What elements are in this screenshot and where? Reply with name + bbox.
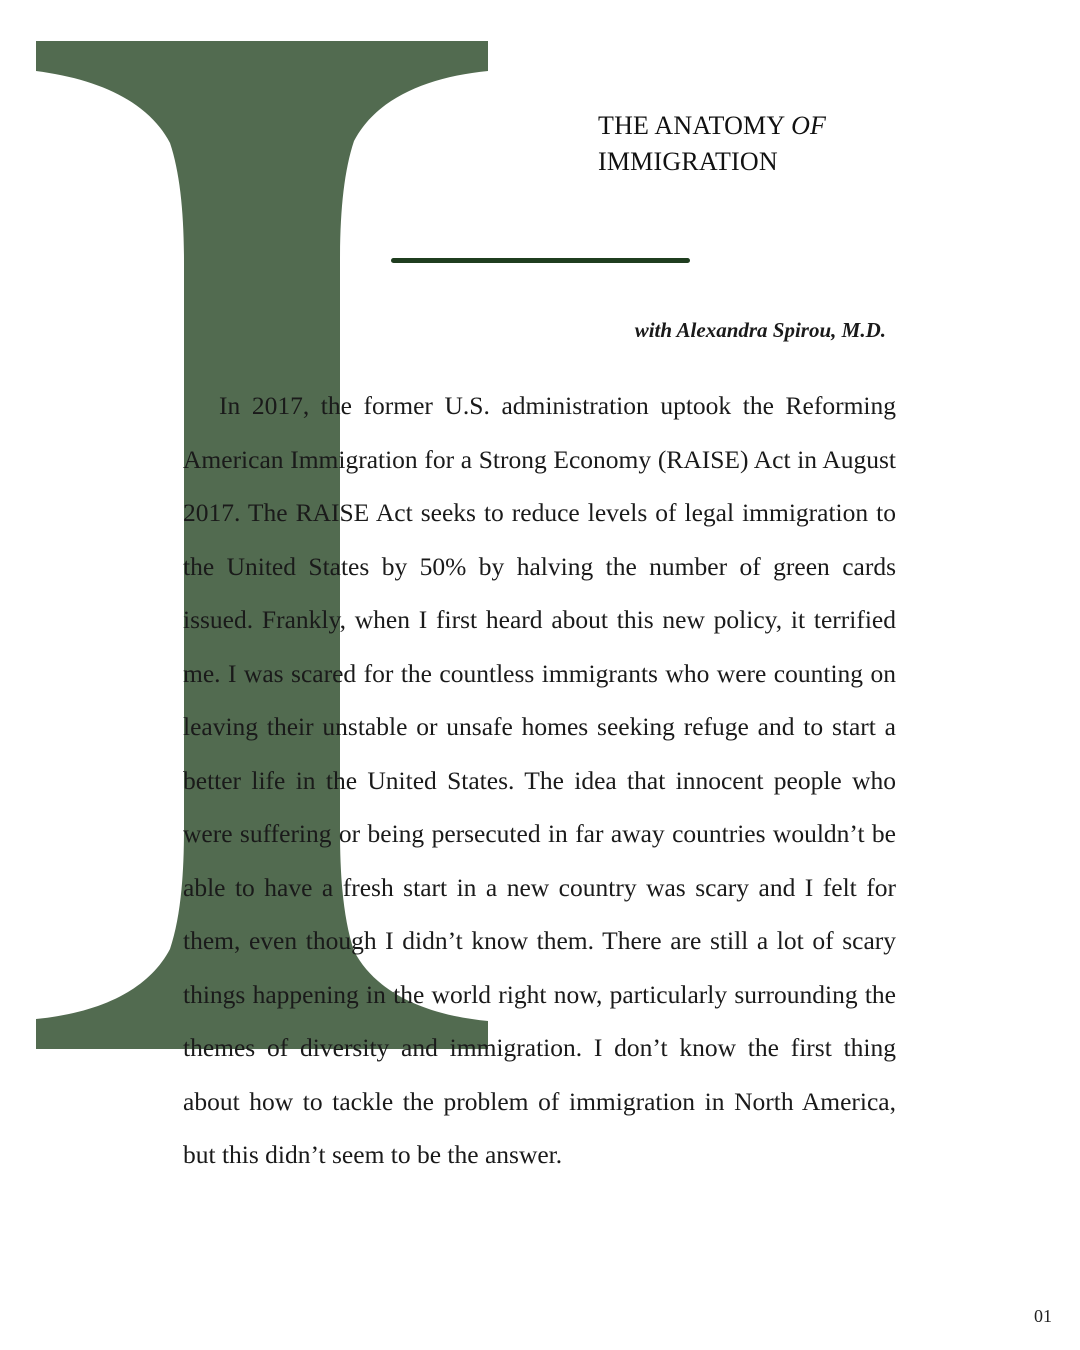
title-italic-word: OF: [791, 111, 827, 140]
article-body-paragraph: In 2017, the former U.S. administration uptook the Reforming American Immigration for a Strong Economy (RAISE) Act in August 2017. The RAISE Act seeks to reduce levels of legal immigration to the United States by 50% by halving the number of green cards issued. Frankly, when I first heard about this new policy, it terrified me. I was scared for the countless immigrants who were counting on leaving their unstable or unsafe homes seeking refuge and to start a better life in the United States. The idea that innocent people who were suffering or being persecuted in far away countries wouldn’t be able to have a fresh start in a new country was scary and I felt for them, even though I didn’t know them. There are still a lot of scary things happening in the world right now, particularly surrounding the themes of diversity and immigration. I don’t know the first thing about how to tackle the problem of immigration in North America, but this didn’t seem to be the answer.: [183, 391, 896, 1169]
page-number: 01: [1034, 1306, 1052, 1326]
title-divider-rule: [391, 258, 690, 263]
title-line-2: IMMIGRATION: [598, 147, 778, 176]
title-main-text: THE ANATOMY: [598, 111, 792, 140]
article-title: [598, 108, 826, 180]
title-line-1: [598, 108, 826, 144]
author-byline: with Alexandra Spirou, M.D.: [634, 318, 886, 342]
